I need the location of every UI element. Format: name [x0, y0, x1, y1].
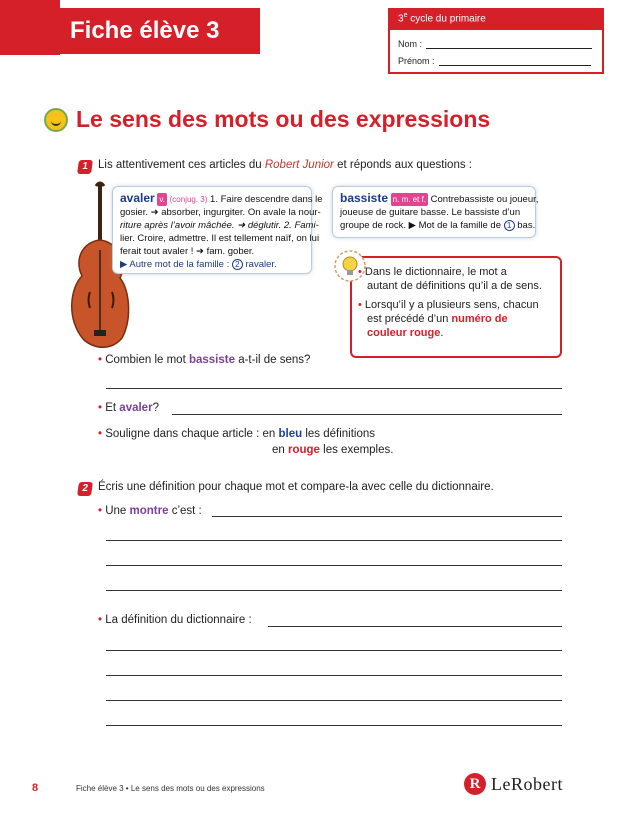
question-bassiste: • Combien le mot bassiste a-t-il de sens? — [98, 354, 311, 366]
answer-line[interactable] — [172, 414, 562, 415]
cycle-label: 3e cycle du primaire — [398, 12, 486, 25]
exercise-2-number: 2 — [77, 482, 93, 496]
dictionary-card-avaler: avaler v. (conjug. 3) 1. Faire descendre dans le gosier. ➜ absorber, ingurgiter. On avale la nour- riture après l’avoir mâchée. ➜ déglutir. 2. Fami- lier. Croire, admettre. Il est tellement naïf, on lui ferait tout avaler ! ➜ fam. gober. ▶ Autre mot de la famille : 2 ravaler. — [112, 186, 312, 274]
tip-bullet-2-cont: est précédé d’un numéro de — [367, 313, 508, 325]
footer-caption: Fiche élève 3 • Le sens des mots ou des expressions — [76, 784, 265, 793]
le-robert-logo-text: LeRobert — [491, 774, 563, 794]
exercise-1-number: 1 — [77, 160, 93, 174]
prenom-line[interactable] — [439, 56, 591, 66]
answer-line[interactable] — [212, 516, 562, 517]
question-underline: • Souligne dans chaque article : en bleu les définitions — [98, 428, 376, 440]
answer-line[interactable] — [106, 650, 562, 651]
le-robert-logo-icon: R — [464, 773, 486, 795]
question-underline-cont: en rouge les exemples. — [272, 444, 394, 456]
tip-bullet-2-end: couleur rouge. — [367, 327, 444, 339]
answer-line[interactable] — [106, 725, 562, 726]
page-number: 8 — [32, 782, 39, 794]
nom-label: Nom : — [398, 39, 423, 49]
question-avaler: • Et avaler? — [98, 402, 159, 414]
prenom-field[interactable] — [398, 56, 591, 66]
worksheet-title: Fiche élève 3 — [60, 8, 260, 54]
nom-field[interactable] — [398, 39, 592, 49]
question-dictionary-definition: • La définition du dictionnaire : — [98, 614, 252, 626]
header-band — [0, 0, 60, 55]
smiley-icon — [44, 108, 68, 132]
tip-bullet-1: • Dans le dictionnaire, le mot a — [358, 266, 507, 278]
answer-line[interactable] — [268, 626, 562, 627]
answer-line[interactable] — [106, 388, 562, 389]
nom-line[interactable] — [426, 39, 592, 49]
prenom-label: Prénom : — [398, 56, 435, 66]
answer-line[interactable] — [106, 540, 562, 541]
answer-line[interactable] — [106, 590, 562, 591]
question-montre: • Une montre c’est : — [98, 505, 202, 517]
exercise-1-instruction: Lis attentivement ces articles du Robert Junior et réponds aux questions : — [98, 159, 472, 171]
answer-line[interactable] — [106, 565, 562, 566]
answer-line[interactable] — [106, 675, 562, 676]
dictionary-card-bassiste: bassiste n. m. et f. Contrebassiste ou joueur, joueuse de guitare basse. Le bassiste d’un groupe de rock. ▶ Mot de la famille de 1 bas. — [332, 186, 536, 238]
exercise-2-instruction: Écris une définition pour chaque mot et compare-la avec celle du dictionnaire. — [98, 481, 494, 493]
tip-bullet-1-cont: autant de définitions qu’il a de sens. — [367, 280, 542, 292]
tip-bullet-2: • Lorsqu’il y a plusieurs sens, chacun — [358, 299, 539, 311]
section-title: Le sens des mots ou des expressions — [76, 106, 491, 132]
answer-line[interactable] — [106, 700, 562, 701]
